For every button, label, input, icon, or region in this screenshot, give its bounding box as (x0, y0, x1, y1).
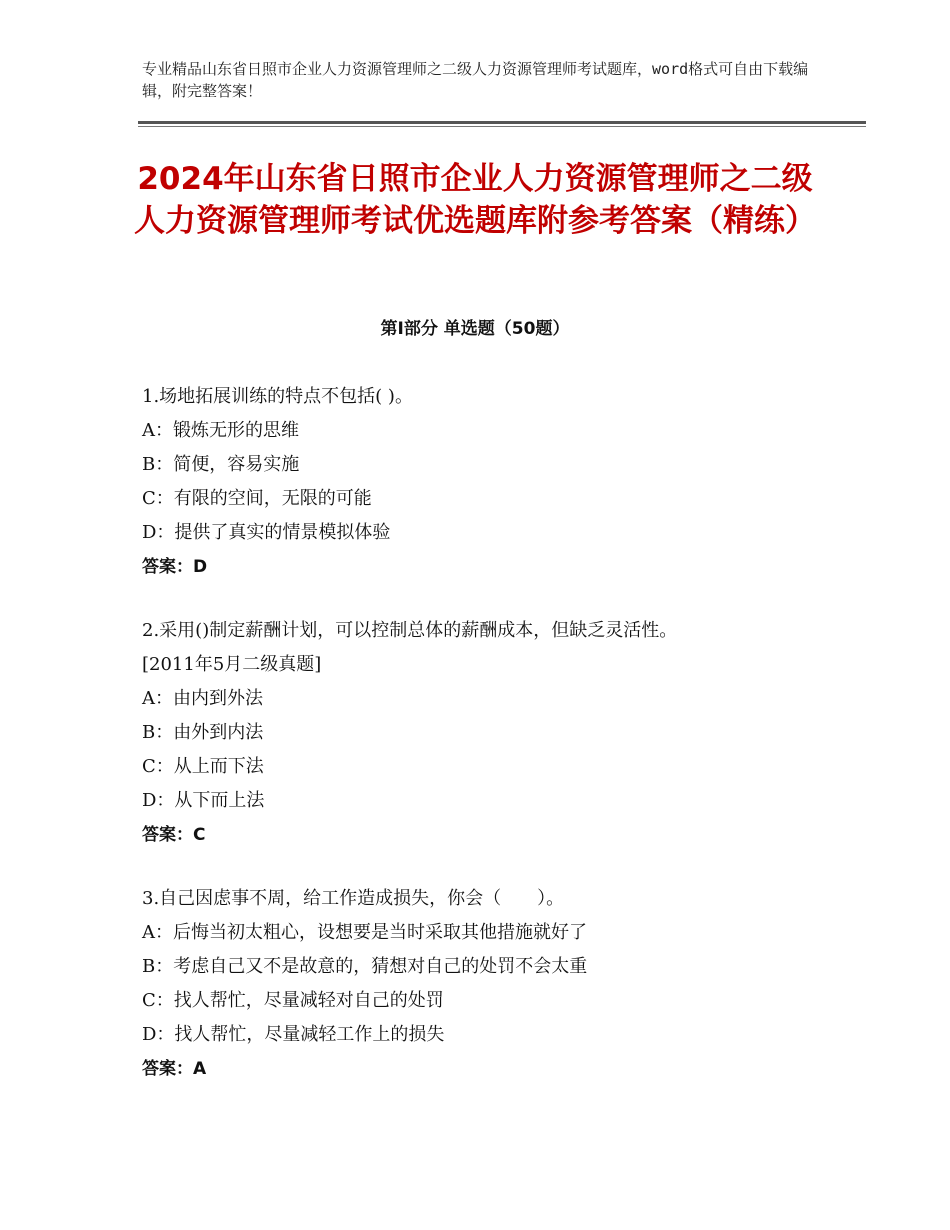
answer-line (142, 1052, 822, 1086)
header-note: 专业精品山东省日照市企业人力资源管理师之二级人力资源管理师考试题库，word格式可自由下载编辑，附完整答案！ (142, 60, 809, 100)
question-1 (142, 380, 822, 584)
question-stem: 1.场地拓展训练的特点不包括( )。 (142, 386, 413, 407)
answer-value: C (193, 825, 206, 845)
option-c: C：找人帮忙，尽量减轻对自己的处罚 (142, 990, 444, 1011)
answer-line (142, 550, 822, 584)
option-a: A：由内到外法 (142, 688, 263, 709)
document-title: 2024年山东省日照市企业人力资源管理师之二级人力资源管理师考试优选题库附参考答案（精练） (134, 161, 816, 239)
option-b: B：由外到内法 (142, 722, 264, 743)
answer-label: 答案： (142, 557, 193, 577)
question-source: [2011年5月二级真题] (142, 654, 322, 675)
option-c: C：从上而下法 (142, 756, 264, 777)
header-rule-thin (138, 126, 866, 127)
answer-line (142, 818, 822, 852)
answer-label: 答案： (142, 1059, 193, 1079)
option-d: D：提供了真实的情景模拟体验 (142, 522, 391, 543)
option-b: B：简便，容易实施 (142, 454, 300, 475)
option-c: C：有限的空间，无限的可能 (142, 488, 372, 509)
option-d: D：从下而上法 (142, 790, 265, 811)
option-a: A：后悔当初太粗心，设想要是当时采取其他措施就好了 (142, 922, 587, 943)
question-stem: 2.采用()制定薪酬计划，可以控制总体的薪酬成本，但缺乏灵活性。 (142, 620, 678, 641)
option-a: A：锻炼无形的思维 (142, 420, 299, 441)
question-list (142, 380, 822, 1116)
section-title: 第Ⅰ部分 单选题（50题） (380, 319, 570, 339)
answer-value: A (193, 1059, 207, 1079)
question-3 (142, 882, 822, 1086)
option-b: B：考虑自己又不是故意的，猜想对自己的处罚不会太重 (142, 956, 588, 977)
question-2 (142, 614, 822, 852)
question-stem: 3.自己因虑事不周，给工作造成损失，你会（ ）。 (142, 888, 565, 909)
option-d: D：找人帮忙，尽量减轻工作上的损失 (142, 1024, 445, 1045)
header-rule-thick (138, 121, 866, 124)
answer-label: 答案： (142, 825, 193, 845)
answer-value: D (193, 557, 208, 577)
